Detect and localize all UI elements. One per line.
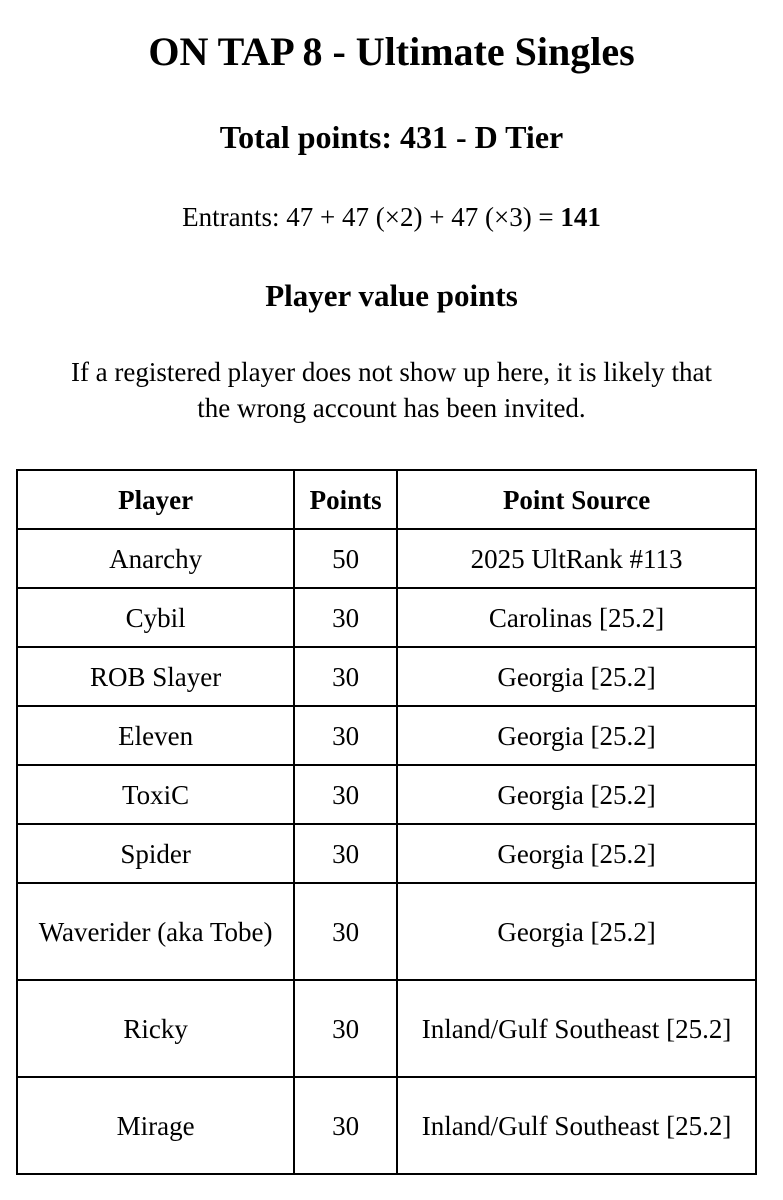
player-points: 50: [294, 529, 397, 588]
table-row: [17, 706, 756, 765]
player-name: Cybil: [17, 588, 294, 647]
entrants-formula: Entrants: 47 + 47 (×2) + 47 (×3) =: [182, 202, 561, 232]
table-row: [17, 883, 756, 980]
table-row: [17, 588, 756, 647]
player-points: 30: [294, 647, 397, 706]
point-source: Inland/Gulf Southeast [25.2]: [397, 1077, 756, 1174]
table-row: [17, 647, 756, 706]
player-points: 30: [294, 588, 397, 647]
note-line-2: the wrong account has been invited.: [197, 393, 586, 423]
note-line-1: If a registered player does not show up here, it is likely that: [70, 357, 713, 387]
player-points: 30: [294, 824, 397, 883]
point-source: Georgia [25.2]: [397, 706, 756, 765]
player-points-table: [16, 469, 757, 1175]
table-header-row: [17, 470, 756, 529]
entrants-total: 141: [560, 202, 601, 232]
player-name: Ricky: [17, 980, 294, 1077]
point-source: Georgia [25.2]: [397, 824, 756, 883]
player-name: ToxiC: [17, 765, 294, 824]
player-points: 30: [294, 1077, 397, 1174]
table-row: [17, 824, 756, 883]
total-points-heading: Total points: 431 - D Tier: [219, 119, 564, 155]
player-name: Eleven: [17, 706, 294, 765]
player-name: Waverider (aka Tobe): [17, 883, 294, 980]
point-source: 2025 UltRank #113: [397, 529, 756, 588]
header-points: Points: [294, 470, 397, 529]
table-row: [17, 765, 756, 824]
point-source: Georgia [25.2]: [397, 647, 756, 706]
player-points: 30: [294, 706, 397, 765]
header-player: Player: [17, 470, 294, 529]
player-name: ROB Slayer: [17, 647, 294, 706]
registration-note: [0, 354, 783, 426]
table-row: [17, 1077, 756, 1174]
player-points: 30: [294, 883, 397, 980]
point-source: Carolinas [25.2]: [397, 588, 756, 647]
table-row: [17, 529, 756, 588]
entrants-line: [0, 197, 783, 237]
point-source: Georgia [25.2]: [397, 765, 756, 824]
section-heading: Player value points: [265, 278, 518, 313]
player-name: Mirage: [17, 1077, 294, 1174]
page-title: ON TAP 8 - Ultimate Singles: [148, 29, 635, 74]
point-source: Inland/Gulf Southeast [25.2]: [397, 980, 756, 1077]
table-row: [17, 980, 756, 1077]
header-point-source: Point Source: [397, 470, 756, 529]
point-source: Georgia [25.2]: [397, 883, 756, 980]
player-name: Anarchy: [17, 529, 294, 588]
player-points: 30: [294, 980, 397, 1077]
player-points: 30: [294, 765, 397, 824]
player-name: Spider: [17, 824, 294, 883]
